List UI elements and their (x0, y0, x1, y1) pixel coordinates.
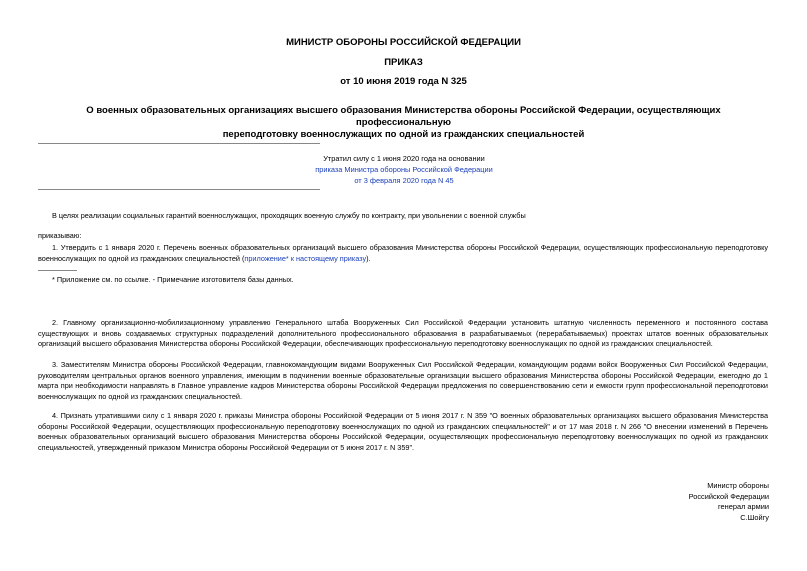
status-note-link-2[interactable]: от 3 февраля 2020 года N 45 (354, 176, 454, 185)
title-line-2: переподготовку военнослужащих по одной из гражданских специальностей (222, 129, 585, 140)
paragraph-3: 3. Заместителям Министра обороны Российской Федерации, главнокомандующим видами Вооруженных Сил Российской Федерации, командующим родами войск Вооруженных Сил Российской Федерации, руководителям центральных органов военного управления, имеющим в подчинении военные образовательные организации высшего образования Министерства обороны Российской Федерации, ежегодно до 1 марта при необходимости направлять в Главное управление кадров Министерства обороны Российской Федерации предложения по совершенствованию сети и емкости групп профессиональной переподготовки военнослужащих по одной из гражданских специальностей. (38, 360, 768, 401)
signature-line-1: Министр обороны (707, 481, 769, 490)
status-note (310, 153, 498, 186)
paragraph-2: 2. Главному организационно-мобилизационному управлению Генерального штаба Вооруженных Сил Российской Федерации установить штатную численность переменного и постоянного состава существующих и вновь создаваемых структурных подразделений дополнительного профессионального образования в разрабатываемых (перерабатываемых) проектах штатов военных образовательных организаций высшего образования Министерства обороны Российской Федерации, обеспечивающих профессиональную переподготовку военнослужащих по одной из гражданских специальностей. (38, 318, 768, 348)
signature-line-3: генерал армии (718, 502, 769, 511)
divider-top (38, 143, 320, 144)
paragraph-4: 4. Признать утратившими силу с 1 января 2020 г. приказы Министра обороны Российской Федерации от 5 июня 2017 г. N 359 "О военных образовательных организациях высшего образования Министерства обороны Российской Федерации, осуществляющих профессиональную переподготовку военнослужащих по одной из гражданских специальностей" и от 17 мая 2018 г. N 266 "О внесении изменений в Перечень военных образовательных организаций высшего образования Министерства обороны Российской Федерации, осуществляющих профессиональную переподготовку военнослужащих по одной из гражданских специальностей, утвержденный приказом Министра обороны Российской Федерации от 5 июня 2017 г. N 359". (38, 411, 768, 452)
signature-line-4: С.Шойгу (740, 512, 769, 522)
order-word: приказываю: (38, 231, 82, 240)
footnote-divider (38, 270, 77, 271)
status-note-line-1: Утратил силу с 1 июня 2020 года на основании (323, 154, 485, 163)
doc-type-heading: ПРИКАЗ (384, 57, 423, 68)
ministry-heading: МИНИСТР ОБОРОНЫ РОССИЙСКОЙ ФЕДЕРАЦИИ (286, 37, 521, 48)
status-note-link-1[interactable]: приказа Министра обороны Российской Федерации (315, 165, 493, 174)
footnote-text: * Приложение см. по ссылке. - Примечание изготовителя базы данных. (52, 275, 294, 284)
signature-line-2: Российской Федерации (688, 491, 769, 501)
paragraph-1-text: 1. Утвердить с 1 января 2020 г. Перечень военных образовательных организаций высшего образования Министерства обороны Российской Федерации, осуществляющих профессиональную переподготовку военнослужащих по одной из гражданских специальностей ( (38, 243, 768, 263)
appendix-link[interactable]: приложение* к настоящему приказу (244, 253, 367, 263)
divider-bottom (38, 189, 320, 190)
title-line-1: О военных образовательных организациях высшего образования Министерства обороны Российской Федерации, осуществляющих профессиональную (86, 105, 721, 128)
signature-block (569, 481, 769, 523)
date-number-heading: от 10 июня 2019 года N 325 (340, 76, 467, 87)
paragraph-1 (38, 243, 768, 264)
paragraph-1-end: ). (366, 253, 371, 263)
preamble-paragraph: В целях реализации социальных гарантий военнослужащих, проходящих военную службу по контракту, при увольнении с военной службы (52, 211, 526, 220)
document-title (40, 105, 767, 141)
